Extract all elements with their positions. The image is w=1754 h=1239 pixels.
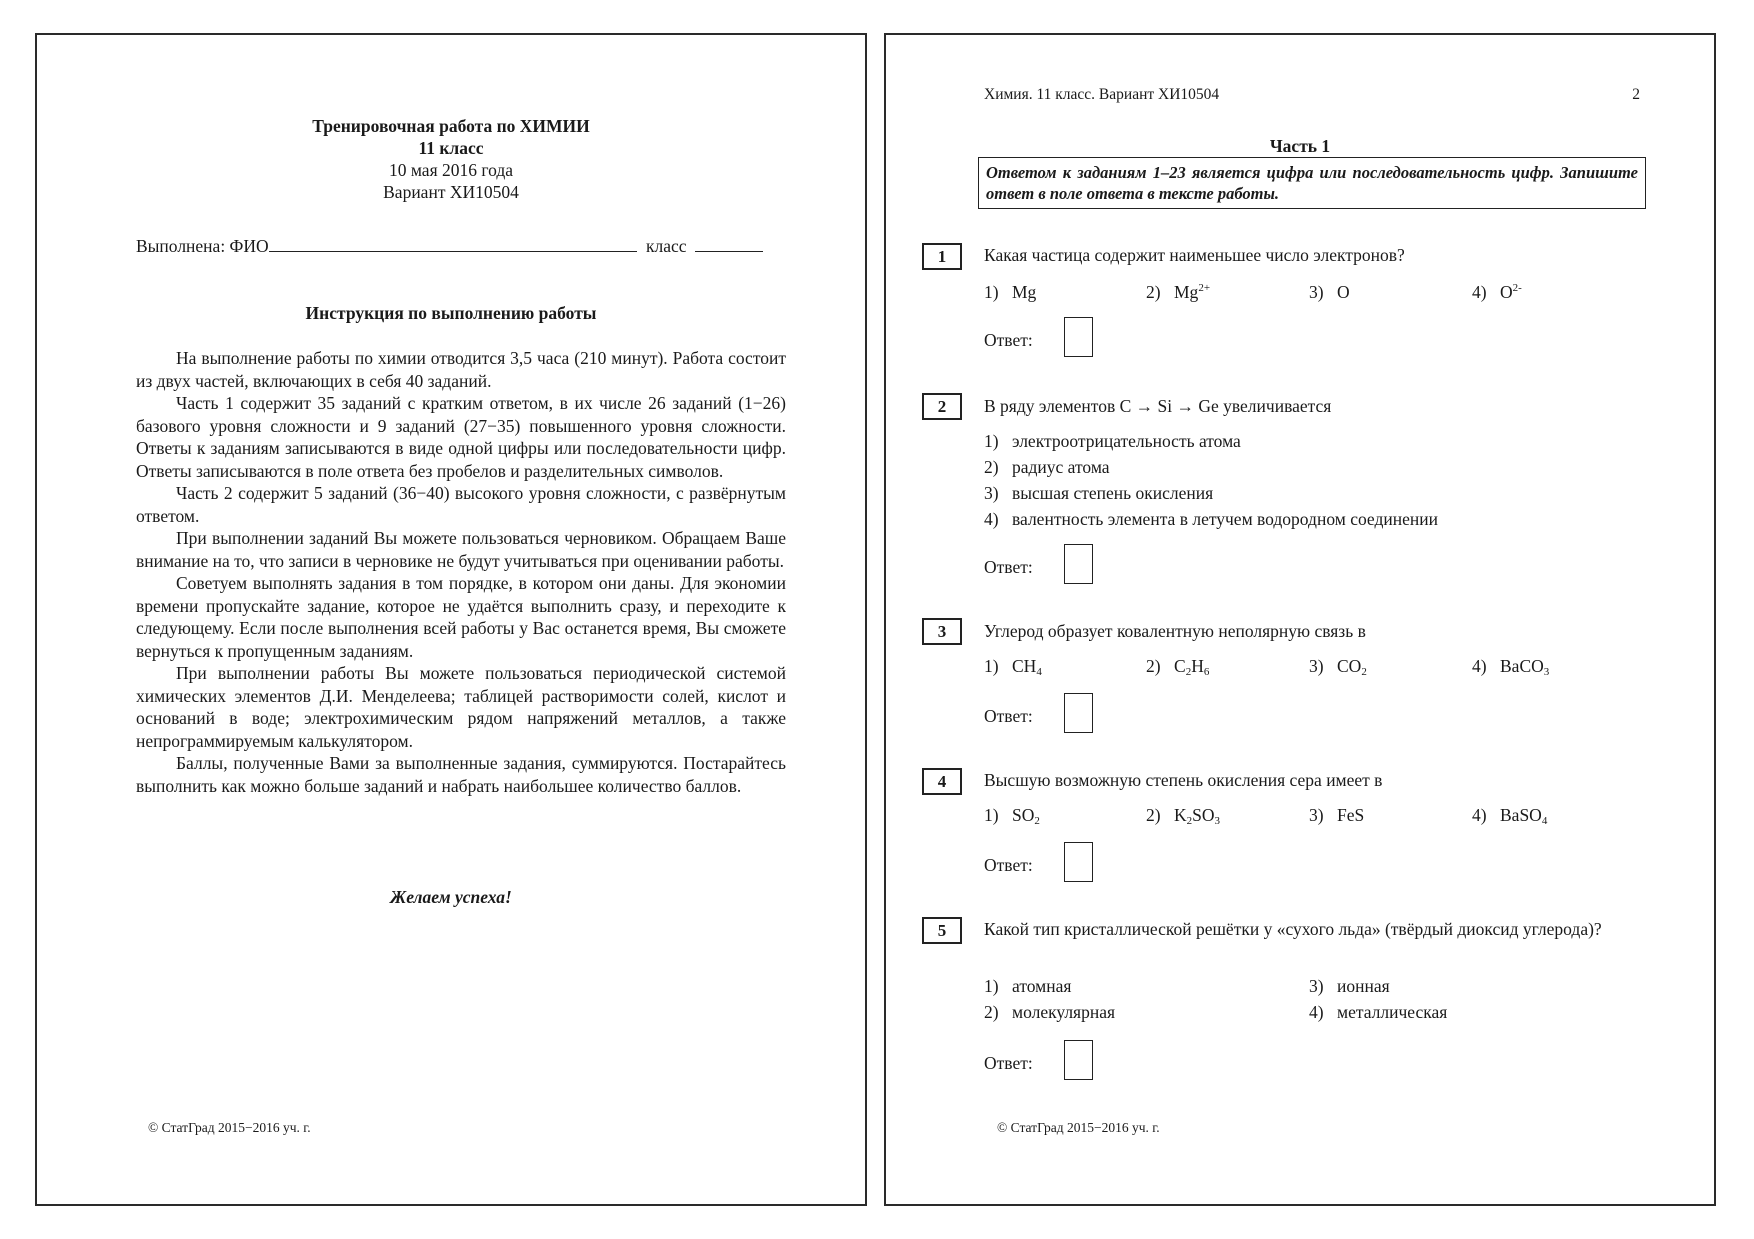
answer-option [984,282,1036,303]
answer-label: Ответ: [984,330,1033,350]
answer-option [1309,1002,1447,1023]
option-formula: O [1337,282,1350,302]
answer-box[interactable] [1064,693,1093,733]
answer-box[interactable] [1064,544,1093,584]
running-header: Химия. 11 класс. Вариант ХИ10504 [984,86,1220,103]
question-number: 1 [922,243,962,270]
option-number: 3) [1309,805,1324,825]
instruction-paragraph: Баллы, полученные Вами за выполненные задания, суммируются. Постарайтесь выполнить как можно больше заданий и набрать наибольшее количество баллов. [136,753,786,796]
answer-instructions-box: Ответом к заданиям 1–23 является цифра или последовательность цифр. Запишите ответ в поле ответа в тексте работы. [978,157,1646,209]
option-number: 1) [984,805,999,825]
fio-label: Выполнена: ФИО [136,236,269,256]
instruction-paragraph: На выполнение работы по химии отводится 3,5 часа (210 минут). Работа состоит из двух частей, включающих в себя 40 заданий. [136,348,786,391]
option-number: 3) [1309,282,1324,302]
instruction-paragraph: При выполнении заданий Вы можете пользоваться черновиком. Обращаем Ваше внимание на то, что записи в черновике не будут учитываться при оценивании работы. [136,528,786,571]
answer-option [984,509,1438,530]
date-label: 10 мая 2016 года [388,160,514,180]
title-block [37,115,865,203]
instructions-heading: Инструкция по выполнению работы [305,303,597,323]
question-text: Какой тип кристаллической решётки у «сухого льда» (твёрдый диоксид углерода)? [984,919,1602,939]
class-field[interactable] [695,234,763,252]
answer-option [1146,282,1210,303]
option-text: атомная [1012,976,1072,996]
option-text: высшая степень окисления [1012,483,1214,503]
answer-option [1146,656,1209,677]
option-formula: BaCO$_3$ [1500,656,1550,678]
answer-option [1472,805,1547,826]
part-title: Часть 1 [1269,136,1331,156]
variant-label: Вариант ХИ10504 [383,182,519,202]
option-formula: $SO_2$ [1012,805,1040,827]
question-number: 2 [922,393,962,420]
option-number: 1) [984,282,999,302]
option-charge: 2+ [1198,282,1211,294]
student-info-line [136,234,763,257]
option-number: 2) [984,1002,999,1022]
option-formula: Mg [1012,282,1037,302]
question-text: Высшую возможную степень окисления сера имеет в [984,770,1383,790]
option-text: электроотрицательность атома [1012,431,1241,451]
answer-option [1309,805,1364,826]
answer-label: Ответ: [984,1053,1033,1073]
option-number: 4) [1309,1002,1324,1022]
answer-option [1309,976,1390,997]
instruction-paragraph: Советуем выполнять задания в том порядке, в котором они даны. Для экономии времени пропускайте задание, которое не удаётся выполнить сразу, и переходите к следующему. Если после выполнения всей работы у Вас останется время, Вы сможете вернуться к пропущенным заданиям. [136,573,786,661]
option-formula: $CO_2$ [1337,656,1367,678]
option-number: 4) [1472,656,1487,676]
option-number: 2) [1146,805,1161,825]
instructions-text [136,347,786,797]
answer-option [984,656,1042,677]
option-number: 3) [1309,656,1324,676]
option-number: 1) [984,976,999,996]
answer-option [1309,656,1367,677]
option-formula: $K_2SO_3$ [1174,805,1221,827]
class-label: класс [646,236,687,256]
answer-option [984,457,1110,478]
option-text: радиус атома [1012,457,1110,477]
question-text: В ряду элементов C → Si → Ge увеличивается [984,396,1332,416]
footer-copyright: © СтатГрад 2015−2016 уч. г. [997,1120,1160,1135]
option-number: 4) [1472,282,1487,302]
option-formula: BaSO$_4$ [1500,805,1548,827]
option-number: 1) [984,431,999,451]
option-number: 1) [984,656,999,676]
question-text: Углерод образует ковалентную неполярную связь в [984,621,1366,641]
question-number: 3 [922,618,962,645]
option-number: 3) [1309,976,1324,996]
option-formula: $CH_4$ [1012,656,1042,678]
option-text: ионная [1337,976,1390,996]
page-number: 2 [1632,86,1640,103]
questions-page [884,33,1716,1206]
answer-box[interactable] [1064,1040,1093,1080]
option-number: 2) [984,457,999,477]
answer-box[interactable] [1064,842,1093,882]
option-formula: Mg [1174,282,1199,302]
answer-option [984,483,1213,504]
work-title: Тренировочная работа по ХИМИИ [312,116,590,136]
answer-option [984,431,1241,452]
option-number: 2) [1146,282,1161,302]
option-formula: $C_2H_6$ [1174,656,1210,678]
answer-option [984,976,1071,997]
title-page [35,33,867,1206]
answer-option [1146,805,1220,826]
footer-copyright: © СтатГрад 2015−2016 уч. г. [148,1120,311,1135]
answer-label: Ответ: [984,557,1033,577]
option-text: молекулярная [1012,1002,1116,1022]
answer-option [1472,656,1549,677]
answer-option [984,805,1040,826]
answer-box[interactable] [1064,317,1093,357]
instruction-paragraph: Часть 1 содержит 35 заданий с кратким ответом, в их числе 26 заданий (1−26) базового уровня сложности и 9 заданий (27−35) повышенного уровня сложности. Ответы к заданиям записываются в виде одной цифры или последовательности цифр. Ответы записываются в поле ответа без пробелов и разделительных символов. [136,393,786,481]
answer-label: Ответ: [984,855,1033,875]
option-text: металлическая [1337,1002,1448,1022]
option-charge: 2- [1512,282,1522,294]
answer-option [1472,282,1522,303]
grade-label: 11 класс [418,138,484,158]
option-formula: FeS [1337,805,1365,825]
option-text: валентность элемента в летучем водородном соединении [1012,509,1438,529]
option-number: 3) [984,483,999,503]
instruction-paragraph: При выполнении работы Вы можете пользоваться периодической системой химических элементов Д.И. Менделеева; таблицей растворимости солей, кислот и оснований в воде; электрохимическим рядом напряжений металлов, а также непрограммируемым калькулятором. [136,663,786,751]
question-number: 5 [922,917,962,944]
option-number: 2) [1146,656,1161,676]
question-number: 4 [922,768,962,795]
good-luck-text: Желаем успеха! [390,887,512,907]
option-number: 4) [984,509,999,529]
option-formula: O [1500,282,1513,302]
answer-option [984,1002,1115,1023]
option-number: 4) [1472,805,1487,825]
fio-field[interactable] [269,234,637,252]
question-text: Какая частица содержит наименьшее число электронов? [984,245,1405,265]
answer-label: Ответ: [984,706,1033,726]
answer-option [1309,282,1350,303]
instruction-paragraph: Часть 2 содержит 5 заданий (36−40) высокого уровня сложности, с развёрнутым ответом. [136,483,786,526]
